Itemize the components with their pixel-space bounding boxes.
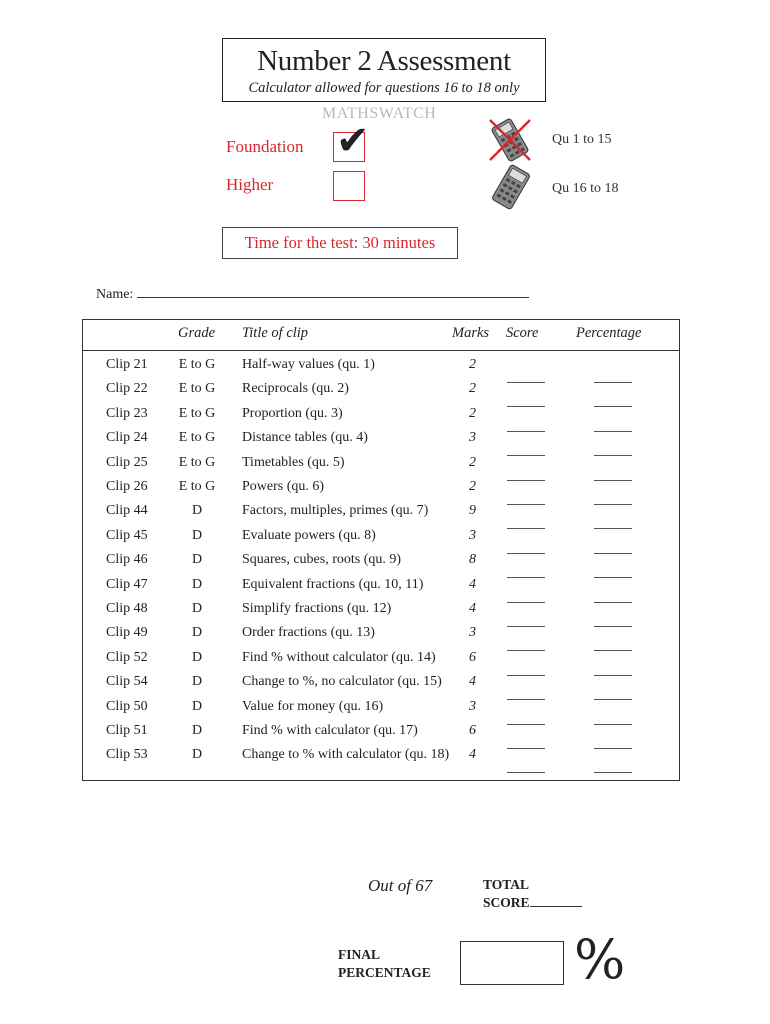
title-cell: Powers (qu. 6)	[242, 479, 325, 494]
header-score: Score	[506, 325, 539, 341]
clip-cell: Clip 50	[106, 698, 148, 714]
marks-cell: 4	[469, 601, 476, 616]
time-text: Time for the test: 30 minutes	[244, 233, 436, 252]
percentage-field[interactable]	[594, 468, 632, 486]
clip-cell: Clip 48	[106, 601, 148, 616]
marks-cell: 2	[469, 454, 476, 470]
total-score	[483, 876, 582, 912]
clip-cell: Clip 22	[106, 381, 148, 397]
marks-cell: 6	[469, 649, 476, 665]
higher-checkbox[interactable]	[333, 171, 365, 201]
score-field[interactable]	[507, 663, 545, 681]
marks-cell: 4	[469, 576, 476, 592]
score-field[interactable]	[507, 394, 545, 412]
title-cell: Timetables (qu. 5)	[242, 454, 345, 470]
name-field[interactable]	[137, 285, 529, 298]
marks-cell: 2	[469, 479, 476, 494]
grade-cell: D	[191, 723, 203, 738]
calculator-label: Qu 16 to 18	[552, 181, 619, 196]
score-field[interactable]	[507, 590, 545, 608]
score-field[interactable]	[507, 370, 545, 388]
header-marks: Marks	[452, 325, 490, 341]
clip-cell: Clip 24	[106, 430, 148, 446]
percentage-field[interactable]	[594, 687, 632, 705]
grade-cell: D	[191, 527, 203, 543]
marks-cell: 2	[469, 381, 476, 397]
marks-cell: 2	[469, 405, 476, 421]
clip-cell: Clip 52	[106, 649, 148, 665]
grade-cell: E to G	[178, 381, 216, 397]
final-percentage-box[interactable]	[460, 941, 564, 985]
percentage-field[interactable]	[594, 760, 632, 778]
page-subtitle: Calculator allowed for questions 16 to 18 only	[248, 80, 520, 96]
clip-cell: Clip 51	[106, 723, 148, 738]
title-cell: Proportion (qu. 3)	[242, 405, 343, 421]
grade-cell: D	[191, 674, 203, 690]
percentage-field[interactable]	[594, 419, 632, 437]
clip-cell: Clip 53	[106, 747, 148, 763]
total-label-line2: SCORE	[483, 895, 530, 910]
grade-cell: D	[191, 625, 203, 641]
score-field[interactable]	[507, 614, 545, 632]
percentage-field[interactable]	[594, 736, 632, 754]
clip-cell: Clip 46	[106, 552, 148, 568]
clip-cell: Clip 44	[106, 503, 148, 519]
title-cell: Distance tables (qu. 4)	[242, 430, 368, 446]
title-cell: Value for money (qu. 16)	[242, 698, 384, 714]
title-cell: Evaluate powers (qu. 8)	[242, 527, 376, 543]
title-cell: Reciprocals (qu. 2)	[242, 381, 349, 397]
score-field[interactable]	[507, 687, 545, 705]
clip-cell: Clip 49	[106, 625, 148, 641]
percentage-field[interactable]	[594, 590, 632, 608]
grade-cell: E to G	[178, 430, 216, 446]
calculator-icon	[486, 162, 536, 212]
clip-cell: Clip 26	[106, 479, 148, 494]
total-score-field[interactable]	[530, 905, 582, 907]
marks-cell: 9	[469, 503, 476, 519]
percentage-field[interactable]	[594, 492, 632, 510]
score-field[interactable]	[507, 443, 545, 461]
clip-cell: Clip 54	[106, 674, 148, 690]
grade-cell: E to G	[178, 454, 216, 470]
percentage-field[interactable]	[594, 370, 632, 388]
out-of-text: Out of 67	[368, 876, 433, 895]
marks-cell: 6	[469, 723, 476, 738]
marks-cell: 4	[469, 674, 476, 690]
percentage-field[interactable]	[594, 516, 632, 534]
percentage-field[interactable]	[594, 638, 632, 656]
score-field[interactable]	[507, 468, 545, 486]
clip-cell: Clip 47	[106, 576, 148, 592]
title-cell: Simplify fractions (qu. 12)	[242, 601, 392, 616]
watermark: MATHSWATCH	[322, 105, 437, 122]
foundation-label: Foundation	[226, 137, 304, 156]
title-cell: Find % without calculator (qu. 14)	[242, 649, 436, 665]
page-title: Number 2 Assessment	[257, 45, 511, 77]
title-cell: Change to % with calculator (qu. 18)	[242, 747, 450, 763]
title-cell: Equivalent fractions (qu. 10, 11)	[242, 576, 424, 592]
score-field[interactable]	[507, 712, 545, 730]
title-cell: Half-way values (qu. 1)	[242, 357, 375, 372]
no-calculator-icon	[486, 116, 534, 164]
score-field[interactable]	[507, 541, 545, 559]
grade-cell: D	[191, 576, 203, 592]
grade-cell: D	[191, 552, 203, 568]
percentage-field[interactable]	[594, 443, 632, 461]
no-calculator-label: Qu 1 to 15	[552, 132, 612, 147]
final-percentage-label	[338, 946, 431, 982]
header-title: Title of clip	[242, 325, 309, 341]
marks-cell: 3	[469, 625, 476, 641]
grade-cell: D	[191, 649, 203, 665]
percentage-field[interactable]	[594, 663, 632, 681]
clip-cell: Clip 45	[106, 527, 148, 543]
percentage-field[interactable]	[594, 394, 632, 412]
score-field[interactable]	[507, 736, 545, 754]
table-header-divider	[82, 350, 680, 351]
title-cell: Order fractions (qu. 13)	[242, 625, 375, 641]
marks-cell: 3	[469, 527, 476, 543]
final-label-line1: FINAL	[338, 947, 381, 962]
grade-cell: E to G	[178, 405, 216, 421]
marks-cell: 3	[469, 698, 476, 714]
score-field[interactable]	[507, 492, 545, 510]
title-cell: Squares, cubes, roots (qu. 9)	[242, 552, 402, 568]
grade-cell: D	[191, 601, 203, 616]
percentage-field[interactable]	[594, 541, 632, 559]
final-label-line2: PERCENTAGE	[338, 965, 431, 980]
clip-cell: Clip 25	[106, 454, 148, 470]
percent-sign: %	[574, 928, 626, 991]
name-label: Name:	[96, 287, 134, 302]
grade-cell: E to G	[178, 479, 216, 494]
grade-cell: D	[191, 747, 203, 763]
clip-cell: Clip 21	[106, 357, 148, 372]
percentage-field[interactable]	[594, 712, 632, 730]
title-cell: Change to %, no calculator (qu. 15)	[242, 674, 442, 690]
grade-cell: D	[191, 698, 203, 714]
grade-cell: E to G	[178, 357, 216, 372]
marks-cell: 2	[469, 357, 476, 372]
marks-cell: 8	[469, 552, 476, 568]
title-cell: Factors, multiples, primes (qu. 7)	[242, 503, 429, 519]
check-icon: ✔	[336, 118, 370, 164]
score-field[interactable]	[507, 516, 545, 534]
marks-cell: 4	[469, 747, 476, 763]
title-cell: Find % with calculator (qu. 17)	[242, 723, 418, 738]
clip-cell: Clip 23	[106, 405, 148, 421]
name-row	[96, 285, 529, 303]
time-box	[222, 227, 458, 259]
percentage-field[interactable]	[594, 614, 632, 632]
marks-cell: 3	[469, 430, 476, 446]
header-grade: Grade	[178, 325, 216, 341]
score-field[interactable]	[507, 565, 545, 583]
percentage-field[interactable]	[594, 565, 632, 583]
score-field[interactable]	[507, 760, 545, 778]
total-label-line1: TOTAL	[483, 877, 530, 892]
grade-cell: D	[191, 503, 203, 519]
score-field[interactable]	[507, 638, 545, 656]
header-percentage: Percentage	[576, 325, 642, 341]
higher-label: Higher	[226, 175, 274, 194]
score-field[interactable]	[507, 419, 545, 437]
title-box	[222, 38, 546, 102]
